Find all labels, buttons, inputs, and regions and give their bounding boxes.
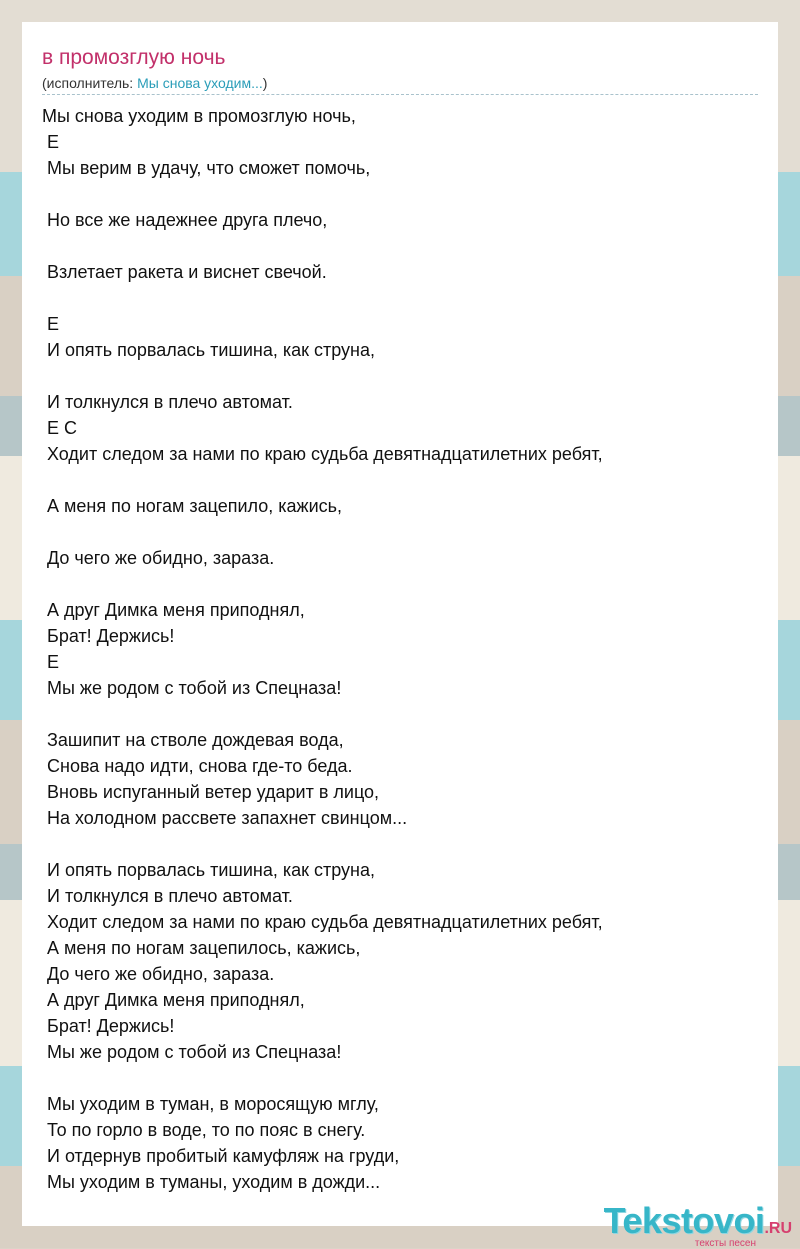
lyric-line: Мы верим в удачу, что сможет помочь, <box>42 158 371 178</box>
lyric-line: До чего же обидно, зараза. <box>42 964 275 984</box>
lyric-line: Брат! Держись! <box>42 1016 175 1036</box>
logo-tld: .RU <box>764 1220 792 1237</box>
lyric-line <box>42 519 762 545</box>
lyric-line: А меня по ногам зацепило, кажись, <box>42 496 343 516</box>
lyric-line: Но все же надежнее друга плечо, <box>42 210 328 230</box>
lyric-line: На холодном рассвете запахнет свинцом... <box>42 808 408 828</box>
lyric-line: E <box>42 132 60 152</box>
lyrics-text <box>42 103 762 1195</box>
lyric-line: Зашипит на стволе дождевая вода, <box>42 730 344 750</box>
lyric-line <box>42 363 762 389</box>
lyric-line: Мы уходим в туман, в моросящую мглу, <box>42 1094 379 1114</box>
artist-prefix: (исполнитель: <box>42 75 138 91</box>
lyric-line: E <box>42 652 60 672</box>
lyric-line: Брат! Держись! <box>42 626 175 646</box>
lyric-line: Мы же родом с тобой из Спецназа! <box>42 1042 342 1062</box>
logo-brand: Tekstovoi <box>603 1200 765 1241</box>
lyric-line: Взлетает ракета и виснет свечой. <box>42 262 327 282</box>
lyric-line: Снова надо идти, снова где-то беда. <box>42 756 353 776</box>
lyric-line: Мы снова уходим в промозглую ночь, <box>42 106 356 126</box>
lyrics-card <box>22 22 778 1226</box>
lyric-line: А друг Димка меня приподнял, <box>42 990 305 1010</box>
lyric-line <box>42 467 762 493</box>
lyric-line: И толкнулся в плечо автомат. <box>42 392 293 412</box>
lyric-line <box>42 233 762 259</box>
lyric-line: E C <box>42 418 78 438</box>
lyric-line: Ходит следом за нами по краю судьба девятнадцатилетних ребят, <box>42 444 603 464</box>
lyric-line: Ходит следом за нами по краю судьба девятнадцатилетних ребят, <box>42 912 603 932</box>
artist-line <box>42 74 267 92</box>
lyric-line <box>42 181 762 207</box>
lyric-line: Вновь испуганный ветер ударит в лицо, <box>42 782 380 802</box>
lyric-line <box>42 701 762 727</box>
lyric-line: Мы же родом с тобой из Спецназа! <box>42 678 342 698</box>
divider <box>42 94 758 95</box>
logo-tagline: тексты песен <box>694 1238 756 1249</box>
lyric-line: А меня по ногам зацепилось, кажись, <box>42 938 361 958</box>
lyric-line: Мы уходим в туманы, уходим в дожди... <box>42 1172 381 1192</box>
lyric-line: До чего же обидно, зараза. <box>42 548 275 568</box>
lyric-line <box>42 571 762 597</box>
lyric-line: E <box>42 314 60 334</box>
lyric-line: То по горло в воде, то по пояс в снегу. <box>42 1120 366 1140</box>
artist-suffix: ) <box>262 75 268 91</box>
page-title: в промозглую ночь <box>42 46 226 69</box>
lyric-line: И опять порвалась тишина, как струна, <box>42 340 376 360</box>
lyric-line: И отдернув пробитый камуфляж на груди, <box>42 1146 400 1166</box>
lyric-line: И опять порвалась тишина, как струна, <box>42 860 376 880</box>
lyric-line <box>42 831 762 857</box>
lyric-line <box>42 285 762 311</box>
lyric-line: И толкнулся в плечо автомат. <box>42 886 293 906</box>
site-logo[interactable] <box>603 1200 792 1249</box>
artist-link[interactable]: Мы снова уходим... <box>137 75 263 91</box>
lyric-line: А друг Димка меня приподнял, <box>42 600 305 620</box>
lyric-line <box>42 1065 762 1091</box>
